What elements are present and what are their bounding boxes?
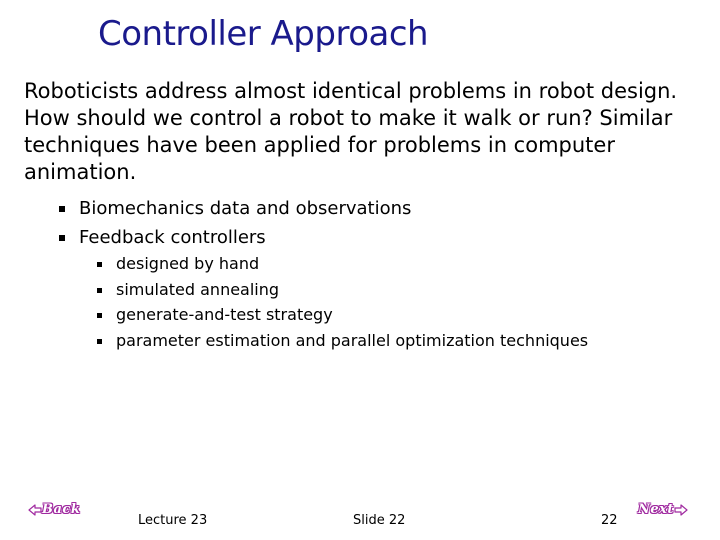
list-item — [96, 304, 588, 330]
bullet-text: Feedback controllers — [79, 227, 266, 248]
square-bullet-icon — [97, 288, 102, 293]
footer-slide: Slide 22 — [353, 513, 406, 528]
list-item — [96, 253, 588, 279]
bullet-list — [59, 196, 411, 254]
sub-bullet-text: simulated annealing — [116, 279, 280, 299]
footer-lecture: Lecture 23 — [138, 513, 208, 528]
intro-paragraph: Roboticists address almost identical problems in robot design. How should we control a robot to make it walk or run? Similar techniques have been applied for problems in computer animation. — [24, 79, 678, 184]
square-bullet-icon — [97, 262, 102, 267]
list-item — [96, 279, 588, 305]
bullet-text: Biomechanics data and observations — [79, 198, 412, 219]
back-button[interactable] — [28, 502, 80, 517]
next-button[interactable] — [638, 502, 688, 517]
page-number: 22 — [601, 513, 618, 528]
arrow-left-icon — [28, 504, 42, 516]
list-item — [59, 196, 411, 225]
list-item — [96, 330, 588, 356]
sub-bullet-text: parameter estimation and parallel optimization techniques — [116, 330, 589, 350]
arrow-right-icon — [674, 504, 688, 516]
sub-bullet-text: designed by hand — [116, 254, 260, 273]
back-label: Back — [42, 502, 81, 517]
square-bullet-icon — [97, 313, 102, 318]
square-bullet-icon — [97, 339, 102, 344]
sub-bullet-text: generate-and-test strategy — [116, 305, 333, 324]
next-label: Next — [638, 502, 674, 517]
square-bullet-icon — [59, 235, 65, 241]
list-item — [59, 225, 411, 254]
square-bullet-icon — [59, 206, 65, 212]
slide-title: Controller Approach — [98, 14, 429, 54]
sub-bullet-list — [96, 253, 588, 355]
